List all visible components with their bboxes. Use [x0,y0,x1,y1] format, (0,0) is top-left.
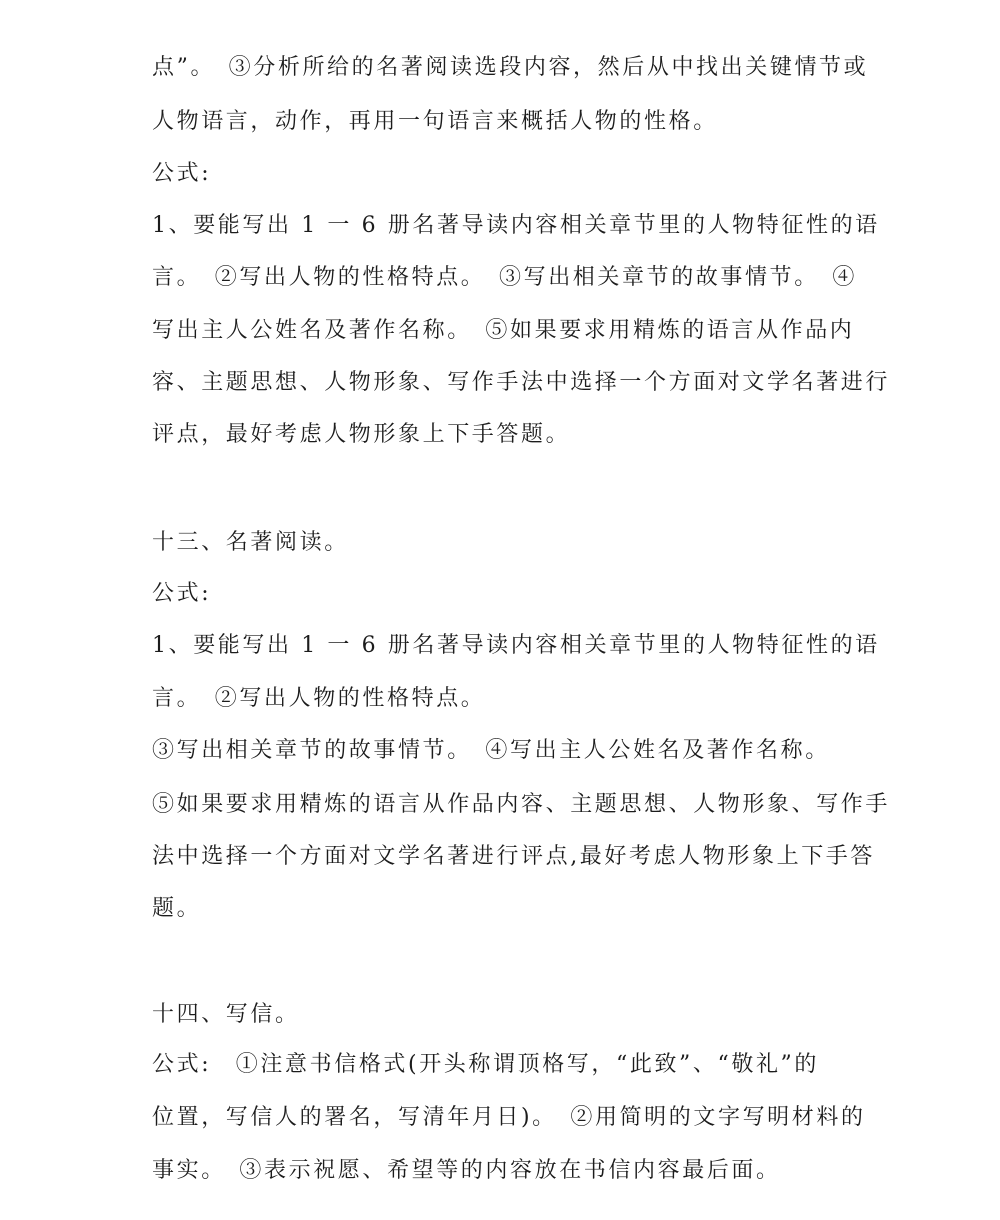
text-line: 法中选择一个方面对文学名著进行评点,最好考虑人物形象上下手答 [152,844,875,869]
text-line: 1、要能写出 1 一 6 册名著导读内容相关章节里的人物特征性的语 [152,633,880,658]
text-line: 点”。 ③分析所给的名著阅读选段内容，然后从中找出关键情节或 [152,55,869,80]
text-line: 事实。 ③表示祝愿、希望等的内容放在书信内容最后面。 [152,1158,781,1183]
text-line: 1、要能写出 1 一 6 册名著导读内容相关章节里的人物特征性的语 [152,213,880,238]
formula-label: 公式: [152,581,212,606]
text-line: ⑤如果要求用精炼的语言从作品内容、主题思想、人物形象、写作手 [152,792,891,817]
section-heading: 十三、名著阅读。 [152,530,349,555]
text-line: 人物语言，动作，再用一句语言来概括人物的性格。 [152,109,718,134]
formula-label: 公式: [152,161,212,186]
text-line: ③写出相关章节的故事情节。 ④写出主人公姓名及著作名称。 [152,738,830,763]
text-line: 容、主题思想、人物形象、写作手法中选择一个方面对文学名著进行 [152,370,891,395]
text-line: 言。 ②写出人物的性格特点。 ③写出相关章节的故事情节。 ④ [152,265,858,290]
text-line: 题。 [152,896,202,921]
text-line: 位置，写信人的署名，写清年月日)。 ②用简明的文字写明材料的 [152,1105,866,1130]
section-heading: 十四、写信。 [152,1002,300,1027]
text-line: 评点，最好考虑人物形象上下手答题。 [152,422,571,447]
text-line: 写出主人公姓名及著作名称。 ⑤如果要求用精炼的语言从作品内 [152,318,855,343]
text-line: 言。 ②写出人物的性格特点。 [152,686,486,711]
text-line: 公式: ①注意书信格式(开头称谓顶格写，“此致”、“敬礼”的 [152,1052,819,1077]
